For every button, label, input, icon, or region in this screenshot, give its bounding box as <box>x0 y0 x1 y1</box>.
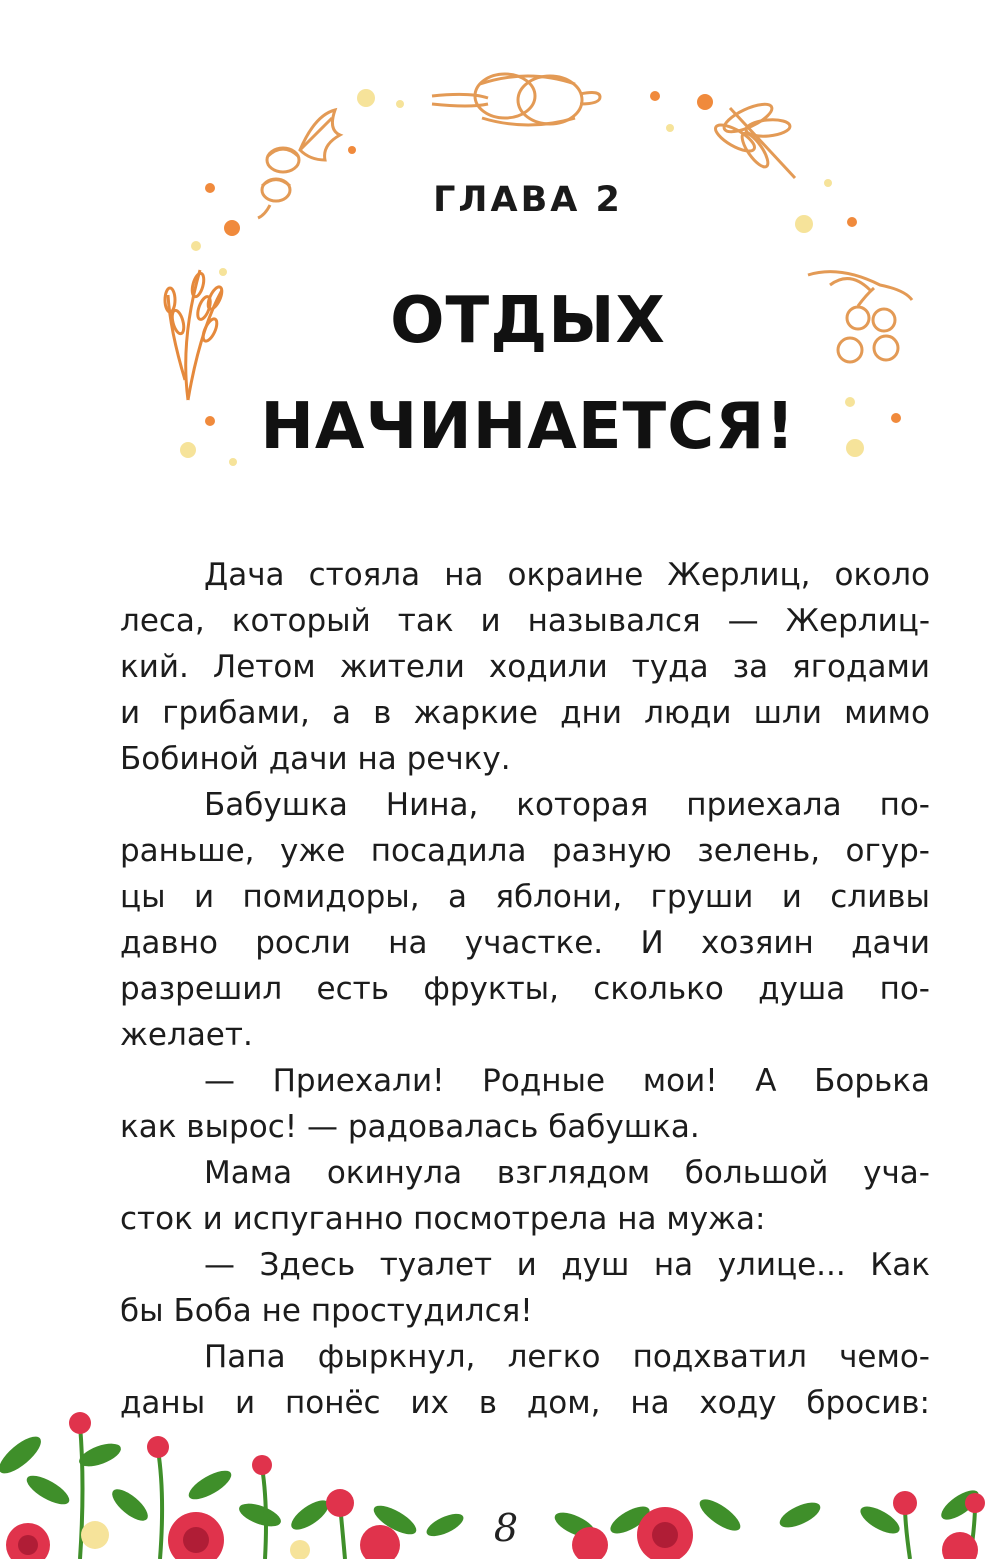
text-line: желает. <box>120 1017 253 1053</box>
text-line: — Здесь туалет и душ на улице... Как <box>204 1247 930 1283</box>
page-number: 8 <box>493 1506 519 1550</box>
text-line: леса, который так и назывался — Жерлиц- <box>120 603 930 639</box>
text-line: кий. Летом жители ходили туда за ягодами <box>120 649 930 685</box>
text-line: Бобиной дачи на речку. <box>120 741 511 777</box>
text-line: давно росли на участке. И хозяин дачи <box>120 925 930 961</box>
body-text <box>120 552 930 1426</box>
text-line: раньше, уже посадила разную зелень, огур- <box>120 833 930 869</box>
text-line: даны и понёс их в дом, на ходу бросив: <box>120 1385 930 1421</box>
text-line: и грибами, а в жаркие дни люди шли мимо <box>120 695 930 731</box>
text-line: Мама окинула взглядом большой уча- <box>204 1155 930 1191</box>
text-line: бы Боба не простудился! <box>120 1293 533 1329</box>
chapter-title <box>0 268 1000 480</box>
text-line: как вырос! — радовалась бабушка. <box>120 1109 700 1145</box>
text-line: цы и помидоры, а яблони, груши и сливы <box>120 879 930 915</box>
chapter-title-line-2: НАЧИНАЕТСЯ! <box>260 390 796 464</box>
text-line: Папа фыркнул, легко подхватил чемо- <box>204 1339 930 1375</box>
dragonfly-icon <box>712 99 795 178</box>
text-line: Бабушка Нина, которая приехала по- <box>204 787 930 823</box>
text-line: — Приехали! Родные мои! А Борька <box>204 1063 930 1099</box>
knot-icon <box>432 74 600 125</box>
chapter-title-line-1: ОТДЫХ <box>390 284 666 358</box>
text-line: сток и испуганно посмотрела на мужа: <box>120 1201 766 1237</box>
chapter-label: ГЛАВА 2 <box>433 180 623 220</box>
text-line: Дача стояла на окраине Жерлиц, около <box>204 557 930 593</box>
text-line: разрешил есть фрукты, сколько душа по- <box>120 971 930 1007</box>
